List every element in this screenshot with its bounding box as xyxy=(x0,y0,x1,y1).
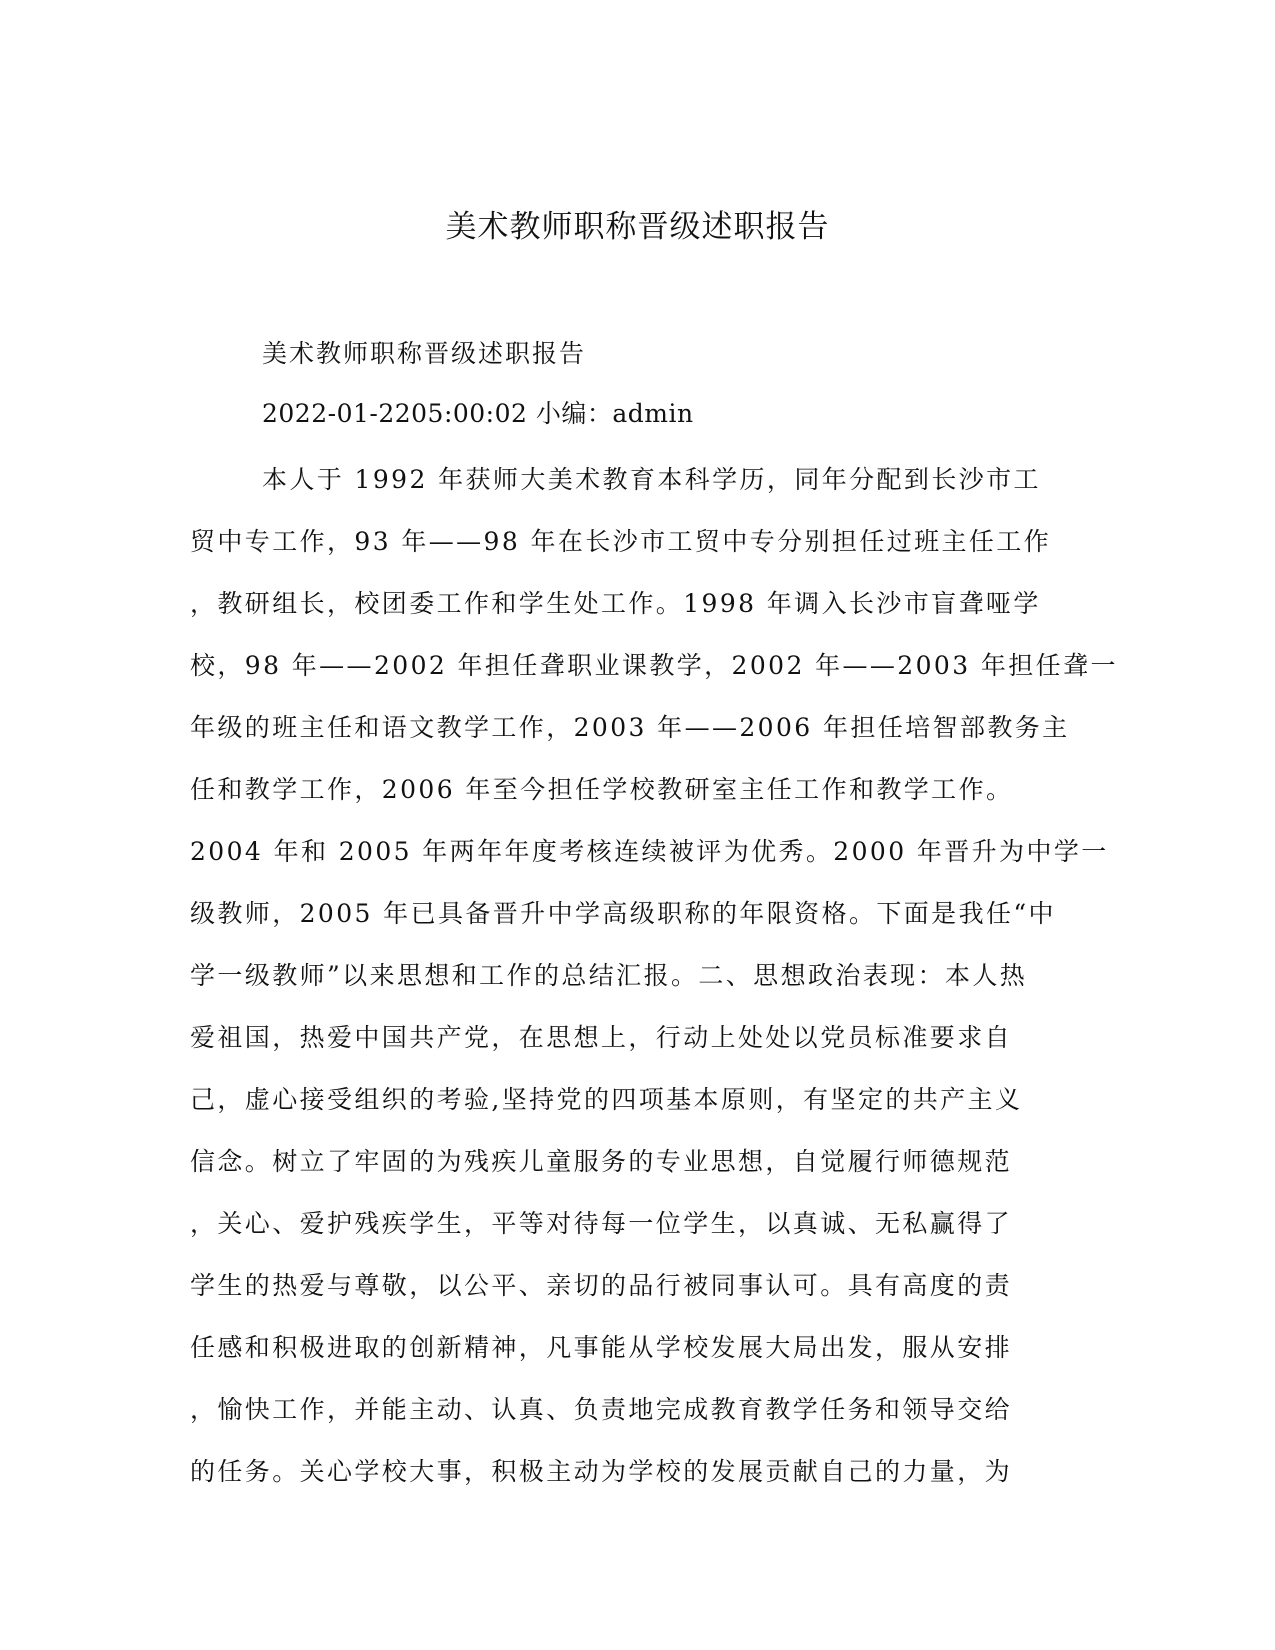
body-line: 贸中专工作，93 年——98 年在长沙市工贸中专分别担任过班主任工作 xyxy=(190,527,1052,556)
body-line: 2004 年和 2005 年两年年度考核连续被评为优秀。2000 年晋升为中学一 xyxy=(190,837,1109,866)
document-title: 美术教师职称晋级述职报告 xyxy=(445,209,830,245)
document-subtitle: 美术教师职称晋级述职报告 xyxy=(262,339,587,368)
body-line: 学一级教师”以来思想和工作的总结汇报。二、思想政治表现：本人热 xyxy=(190,961,1028,990)
body-line: ，愉快工作，并能主动、认真、负责地完成教育教学任务和领导交给 xyxy=(190,1395,1013,1424)
body-line: 己，虚心接受组织的考验,坚持党的四项基本原则，有坚定的共产主义 xyxy=(190,1085,1023,1114)
body-line: 学生的热爱与尊敬，以公平、亲切的品行被同事认可。具有高度的责 xyxy=(190,1271,1013,1300)
body-line: 校，98 年——2002 年担任聋职业课教学，2002 年——2003 年担任聋一 xyxy=(190,651,1118,680)
body-line: ，关心、爱护残疾学生，平等对待每一位学生，以真诚、无私赢得了 xyxy=(190,1209,1013,1238)
body-line: 任感和积极进取的创新精神，凡事能从学校发展大局出发，服从安排 xyxy=(190,1333,1013,1362)
date-author-line: 2022-01-2205:00:02 小编：admin xyxy=(262,399,694,428)
body-line: 本人于 1992 年获师大美术教育本科学历，同年分配到长沙市工 xyxy=(262,465,1041,494)
document-body xyxy=(190,462,1118,1516)
body-line: 任和教学工作，2006 年至今担任学校教研室主任工作和教学工作。 xyxy=(190,775,1014,804)
body-line: ，教研组长，校团委工作和学生处工作。1998 年调入长沙市盲聋哑学 xyxy=(190,589,1041,618)
body-line: 爱祖国，热爱中国共产党，在思想上，行动上处处以党员标准要求自 xyxy=(190,1023,1013,1052)
body-line: 级教师，2005 年已具备晋升中学高级职称的年限资格。下面是我任“中 xyxy=(190,899,1056,928)
body-line: 信念。树立了牢固的为残疾儿童服务的专业思想，自觉履行师德规范 xyxy=(190,1147,1013,1176)
body-line: 年级的班主任和语文教学工作，2003 年——2006 年担任培智部教务主 xyxy=(190,713,1070,742)
body-line: 的任务。关心学校大事，积极主动为学校的发展贡献自己的力量，为 xyxy=(190,1457,1013,1486)
